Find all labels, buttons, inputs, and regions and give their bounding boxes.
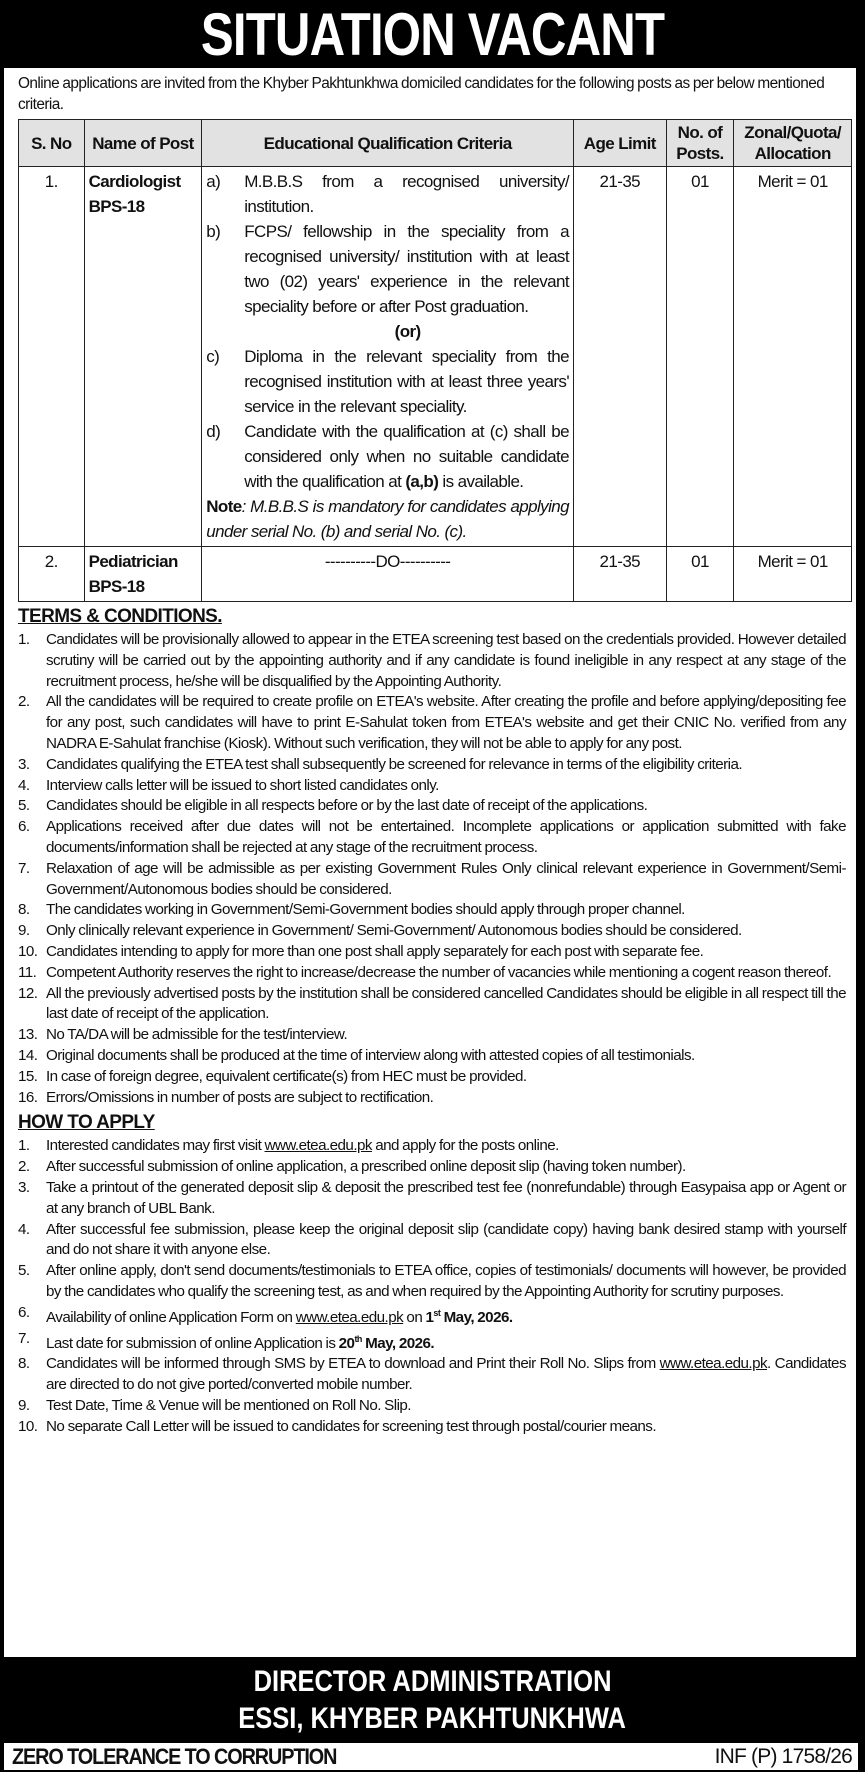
qualification-label: c) bbox=[206, 347, 220, 366]
item-number: 2. bbox=[18, 693, 30, 711]
page-title: SITUATION VACANT bbox=[200, 0, 665, 68]
item-text: After successful submission of online application, a prescribed online deposit slip (having token number). bbox=[46, 1158, 686, 1176]
slogan: ZERO TOLERANCE TO CORRUPTION bbox=[12, 1743, 337, 1769]
apply-item bbox=[18, 1261, 846, 1303]
header-post: Name of Post bbox=[84, 120, 202, 167]
item-text bbox=[46, 1303, 846, 1329]
text-part: . Candidates are directed to do not give ported/converted mobile number. bbox=[46, 1355, 846, 1394]
row-sno: 1. bbox=[19, 167, 85, 547]
text-part: Availability of online Application Form on bbox=[46, 1308, 296, 1326]
apply-item bbox=[18, 1329, 846, 1355]
item-text: After online apply, don't send documents/testimonials to ETEA office, copies of testimonials/ documents will however, be provided by the candidates who qualify the screening test, as and when required by the Appointing Authority for scrutiny purposes. bbox=[46, 1262, 846, 1300]
item-text: No separate Call Letter will be issued to candidates for screening test through postal/courier means. bbox=[46, 1417, 656, 1435]
post-grade: BPS-18 bbox=[88, 197, 145, 216]
website-link[interactable]: www.etea.edu.pk bbox=[659, 1355, 768, 1373]
how-to-apply-heading: HOW TO APPLY bbox=[18, 1112, 155, 1134]
table-header-row bbox=[19, 120, 852, 167]
row-posts: 01 bbox=[666, 167, 734, 547]
text-part: Last date for submission of online Application is bbox=[46, 1334, 339, 1352]
terms-item bbox=[18, 1025, 846, 1046]
item-text: Candidates should be eligible in all respects before or by the last date of receipt of the applications. bbox=[46, 797, 648, 815]
item-number: 3. bbox=[18, 755, 30, 773]
item-number: 5. bbox=[18, 1262, 30, 1280]
qualification-text: M.B.B.S from a recognised university/ institution. bbox=[244, 172, 569, 216]
item-number: 5. bbox=[18, 797, 30, 815]
item-text: In case of foreign degree, equivalent certificate(s) from HEC must be provided. bbox=[46, 1067, 527, 1085]
item-number: 8. bbox=[18, 1355, 30, 1373]
post-name: Pediatrician bbox=[88, 552, 178, 571]
terms-item bbox=[18, 817, 846, 859]
item-number: 14. bbox=[18, 1046, 38, 1064]
reference-number: INF (P) 1758/26 bbox=[714, 1744, 852, 1768]
date-day: 20 bbox=[338, 1334, 355, 1352]
bottom-strip bbox=[4, 1743, 858, 1770]
signatory-title: DIRECTOR ADMINISTRATION bbox=[253, 1665, 612, 1698]
row-post bbox=[84, 547, 202, 602]
date-rest: May, 2026. bbox=[361, 1334, 435, 1352]
date-day: 1 bbox=[425, 1308, 434, 1326]
terms-item bbox=[18, 1067, 846, 1088]
item-number: 4. bbox=[18, 1220, 30, 1238]
last-date bbox=[339, 1335, 434, 1352]
qualification-item bbox=[206, 419, 569, 494]
apply-item bbox=[18, 1417, 846, 1438]
title-banner bbox=[0, 0, 865, 68]
qualification-text-bold: (a,b) bbox=[405, 472, 439, 491]
header-posts: No. of Posts. bbox=[666, 120, 734, 167]
signatory-organization: ESSI, KHYBER PAKHTUNKHWA bbox=[238, 1702, 627, 1735]
item-text: Take a printout of the generated deposit slip & deposit the prescribed test fee (nonrefundable) through Easypaisa app or Agent or at any branch of UBL Bank. bbox=[46, 1178, 846, 1217]
date-suffix: st bbox=[433, 1307, 441, 1318]
apply-item bbox=[18, 1220, 846, 1262]
note-text: : M.B.B.S is mandatory for candidates applying under serial No. (b) and serial No. (c). bbox=[206, 497, 569, 541]
item-text: Candidates qualifying the ETEA test shall subsequently be screened for relevance in terms of the eligibility criteria. bbox=[46, 755, 743, 773]
item-text: Errors/Omissions in number of posts are subject to rectification. bbox=[46, 1088, 434, 1106]
item-number: 1. bbox=[18, 1137, 30, 1155]
item-number: 4. bbox=[18, 776, 30, 794]
terms-item bbox=[18, 984, 846, 1026]
row-sno: 2. bbox=[19, 547, 85, 602]
item-text: Applications received after due dates will not be entertained. Incomplete applications or application submitted with fake documents/information shall be rejected at any stage of the recruitment process. bbox=[46, 818, 846, 856]
terms-item bbox=[18, 942, 846, 963]
header-age: Age Limit bbox=[573, 120, 666, 167]
apply-item bbox=[18, 1157, 846, 1178]
text-part: and apply for the posts online. bbox=[371, 1137, 559, 1155]
terms-item bbox=[18, 1088, 846, 1109]
item-number: 6. bbox=[18, 818, 30, 836]
item-text bbox=[46, 1354, 846, 1396]
text-part: Interested candidates may first visit bbox=[46, 1137, 265, 1155]
date-suffix: th bbox=[354, 1333, 362, 1344]
row-age: 21-35 bbox=[573, 547, 666, 602]
terms-list bbox=[14, 630, 846, 1108]
availability-date bbox=[426, 1309, 513, 1326]
table-row bbox=[19, 167, 852, 547]
advertisement-body bbox=[4, 68, 856, 1657]
item-number: 10. bbox=[18, 942, 38, 960]
item-text bbox=[46, 1136, 846, 1157]
item-text: No TA/DA will be admissible for the test/interview. bbox=[46, 1026, 348, 1044]
qualification-label: d) bbox=[206, 422, 221, 441]
header-sno: S. No bbox=[19, 120, 85, 167]
qualification-item bbox=[206, 344, 569, 419]
qualification-text: FCPS/ fellowship in the speciality from a recognised university/ institution with at least two (02) years' experience in the relevant speciality before or after Post graduation. bbox=[244, 222, 569, 316]
item-text: All the candidates will be required to create profile on ETEA's website. After creating the profile and before applying/depositing fee for any post, such candidates will have to print E-Sahulat token from ETEA's website and get their CNIC No. verified from any NADRA E-Sahulat franchise (Kiosk). Without such verification, they will not be able to apply for any post. bbox=[46, 693, 846, 752]
qualification-label: b) bbox=[206, 222, 221, 241]
item-text: Candidates intending to apply for more than one post shall apply separately for each post with separate fee. bbox=[46, 942, 704, 960]
header-qualification: Educational Qualification Criteria bbox=[202, 120, 574, 167]
text-part: on bbox=[403, 1308, 426, 1326]
item-number: 6. bbox=[18, 1303, 30, 1321]
row-qualification bbox=[202, 167, 574, 547]
row-allocation: Merit = 01 bbox=[734, 167, 852, 547]
item-number: 2. bbox=[18, 1158, 30, 1176]
item-text bbox=[46, 1329, 846, 1355]
item-number: 8. bbox=[18, 901, 30, 919]
item-number: 16. bbox=[18, 1088, 38, 1106]
terms-item bbox=[18, 755, 846, 776]
item-text: Test Date, Time & Venue will be mentioned on Roll No. Slip. bbox=[46, 1397, 411, 1415]
item-text: Competent Authority reserves the right to increase/decrease the number of vacancies while mentioning a cogent reason thereof. bbox=[46, 963, 832, 981]
item-text: Relaxation of age will be admissible as per existing Government Rules Only clinical relevant experience in Government/Semi-Government/Autonomous bodies should be considered. bbox=[46, 859, 846, 898]
item-number: 15. bbox=[18, 1067, 38, 1085]
apply-item bbox=[18, 1396, 846, 1417]
terms-item bbox=[18, 796, 846, 817]
item-number: 7. bbox=[18, 859, 30, 877]
item-number: 9. bbox=[18, 922, 30, 940]
date-rest: May, 2026. bbox=[440, 1308, 513, 1326]
terms-heading: TERMS & CONDITIONS. bbox=[18, 606, 222, 627]
qualification-text: Diploma in the relevant speciality from the recognised institution with at least three years' service in the relevant speciality. bbox=[244, 347, 569, 416]
qualification-note bbox=[206, 494, 569, 544]
item-text: The candidates working in Government/Semi-Government bodies should apply through proper channel. bbox=[46, 901, 685, 919]
website-link[interactable]: www.etea.edu.pk bbox=[295, 1308, 404, 1326]
row-allocation: Merit = 01 bbox=[734, 547, 852, 602]
terms-item bbox=[18, 692, 846, 754]
terms-item bbox=[18, 900, 846, 921]
post-grade: BPS-18 bbox=[88, 577, 145, 596]
qualification-item bbox=[206, 169, 569, 219]
item-number: 7. bbox=[18, 1329, 30, 1347]
item-text: After successful fee submission, please keep the original deposit slip (candidate copy) having bank desired stamp with yourself and do not share it with anyone else. bbox=[46, 1220, 846, 1259]
qualification-text-part: Candidate with the qualification at (c) shall be considered only when no suitable candidate with the qualification at bbox=[244, 422, 569, 491]
text-part: Candidates will be informed through SMS by ETEA to download and Print their Roll No. Slips from bbox=[46, 1355, 660, 1373]
qualification-text-part: is available. bbox=[438, 472, 524, 491]
item-number: 3. bbox=[18, 1178, 30, 1196]
how-to-apply-list bbox=[14, 1136, 846, 1437]
item-text: Interview calls letter will be issued to short listed candidates only. bbox=[46, 776, 439, 794]
row-posts: 01 bbox=[666, 547, 734, 602]
intro-text: Online applications are invited from the Khyber Pakhtunkhwa domiciled candidates for the following posts as per below mentioned criteria. bbox=[18, 75, 825, 113]
terms-item bbox=[18, 630, 846, 692]
terms-item bbox=[18, 1046, 846, 1067]
row-age: 21-35 bbox=[573, 167, 666, 547]
item-number: 11. bbox=[18, 963, 37, 981]
terms-item bbox=[18, 776, 846, 797]
apply-item bbox=[18, 1178, 846, 1220]
terms-item bbox=[18, 859, 846, 901]
item-text: Candidates will be provisionally allowed to appear in the ETEA screening test based on the credentials provided. However detailed scrutiny will be carried out by the appointing authority and if any candidate is found ineligible in any respect at any stage of the recruitment process, he/she will be disqualified by the Appointing Authority. bbox=[46, 631, 846, 690]
terms-item bbox=[18, 963, 846, 984]
qualification-item bbox=[206, 219, 569, 319]
item-text: Original documents shall be produced at the time of interview along with attested copies of all testimonials. bbox=[46, 1046, 695, 1064]
or-separator: (or) bbox=[394, 322, 421, 341]
qualification-label: a) bbox=[206, 172, 221, 191]
item-text: Only clinically relevant experience in Government/ Semi-Government/ Autonomous bodies should be considered. bbox=[46, 922, 742, 940]
item-number: 10. bbox=[18, 1417, 38, 1435]
row-qualification: ----------DO---------- bbox=[202, 547, 574, 602]
header-allocation: Zonal/Quota/ Allocation bbox=[734, 120, 852, 167]
apply-item bbox=[18, 1136, 846, 1157]
post-name: Cardiologist bbox=[88, 172, 181, 191]
apply-item bbox=[18, 1303, 846, 1329]
terms-item bbox=[18, 921, 846, 942]
posts-table bbox=[18, 119, 852, 602]
apply-item bbox=[18, 1354, 846, 1396]
item-number: 13. bbox=[18, 1026, 38, 1044]
signature-banner bbox=[0, 1657, 865, 1743]
item-number: 9. bbox=[18, 1397, 30, 1415]
item-text: All the previously advertised posts by the institution shall be considered cancelled Candidates should be eligible in all respect till the last date of receipt of the application. bbox=[46, 984, 846, 1023]
qualification-text bbox=[244, 419, 569, 494]
note-label: Note bbox=[206, 497, 242, 516]
item-number: 12. bbox=[18, 984, 38, 1002]
row-post bbox=[84, 167, 202, 547]
table-row bbox=[19, 547, 852, 602]
item-number: 1. bbox=[18, 631, 30, 648]
website-link[interactable]: www.etea.edu.pk bbox=[264, 1137, 372, 1155]
